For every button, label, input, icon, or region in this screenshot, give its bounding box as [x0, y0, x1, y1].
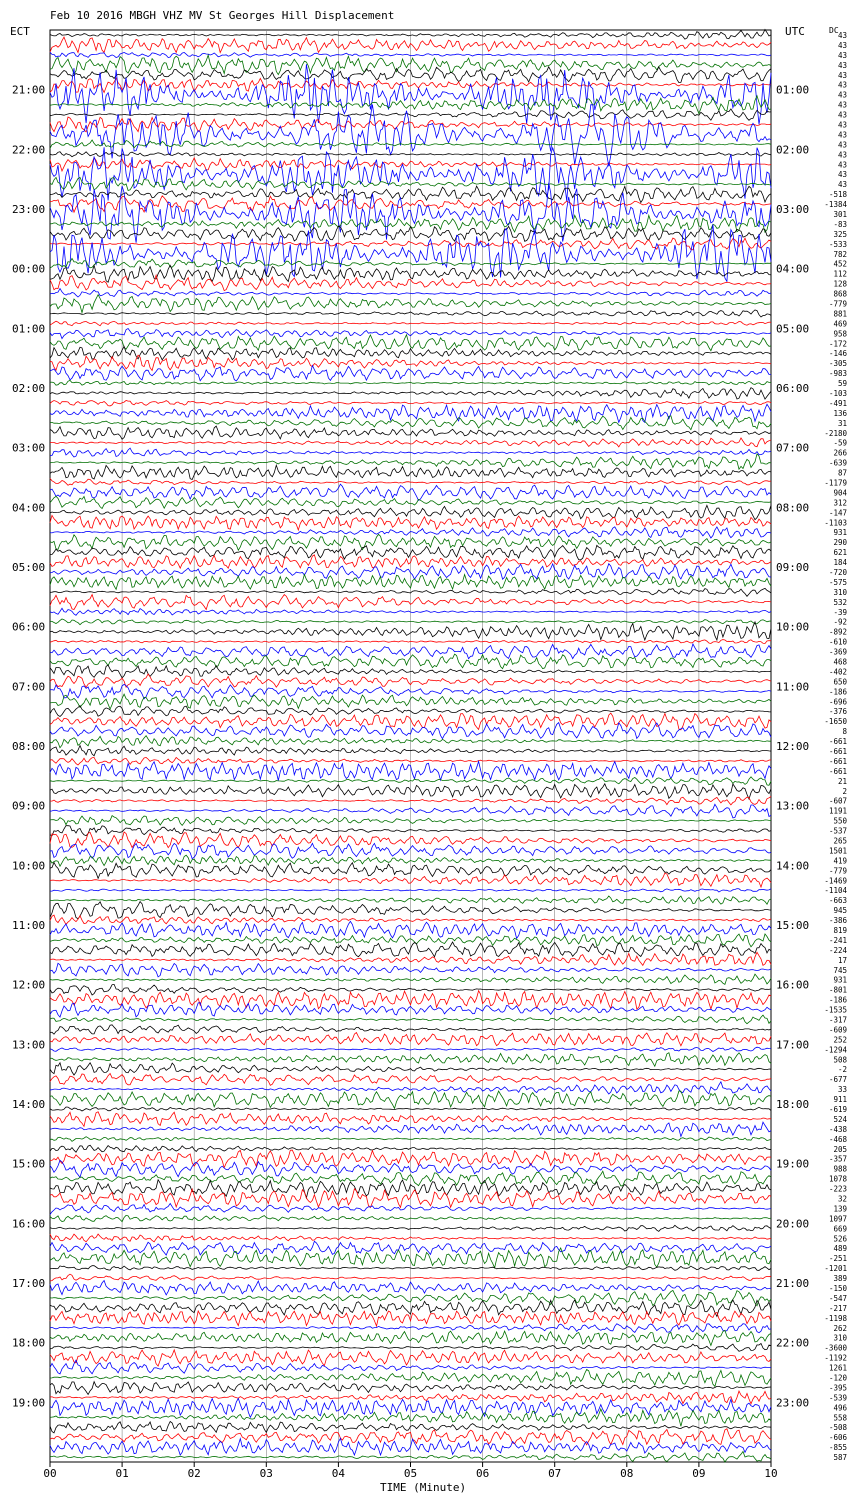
dc-offset-label: 43 — [837, 100, 847, 110]
dc-offset-label: 931 — [833, 975, 847, 985]
dc-offset-label: 389 — [833, 1274, 847, 1284]
ect-hour-label: 21:00 — [12, 83, 46, 97]
ect-hour-label: 17:00 — [12, 1277, 46, 1290]
dc-offset-label: 524 — [833, 1114, 847, 1124]
x-tick-label: 02 — [187, 1467, 201, 1480]
dc-offset-label: -59 — [833, 438, 847, 448]
utc-hour-label: 22:00 — [776, 1336, 810, 1350]
dc-offset-label: 31 — [837, 418, 847, 428]
utc-hour-label: 19:00 — [776, 1157, 810, 1171]
dc-offset-label: -376 — [828, 707, 847, 717]
dc-offset-label: 452 — [833, 259, 847, 269]
dc-offset-label: 43 — [837, 110, 847, 120]
dc-offset-label: 532 — [833, 597, 847, 607]
dc-offset-label: -892 — [828, 627, 847, 637]
dc-offset-label: 43 — [837, 140, 847, 150]
ect-hour-label: 11:00 — [12, 919, 46, 932]
dc-offset-label: -518 — [828, 190, 847, 200]
dc-offset-label: 112 — [833, 269, 847, 279]
ect-hour-label: 16:00 — [12, 1217, 46, 1231]
utc-hour-label: 18:00 — [776, 1098, 810, 1111]
dc-offset-label: -1535 — [824, 1005, 847, 1015]
dc-offset-label: 911 — [833, 1095, 847, 1105]
dc-offset-label: 587 — [833, 1453, 847, 1463]
ect-hour-label: 18:00 — [12, 1336, 46, 1350]
dc-offset-label: -223 — [828, 1184, 847, 1194]
utc-hour-label: 09:00 — [776, 561, 810, 574]
utc-hour-label: 23:00 — [776, 1396, 810, 1410]
dc-offset-label: 21 — [837, 776, 847, 786]
utc-hour-label: 10:00 — [776, 620, 810, 634]
dc-offset-label: -224 — [828, 945, 847, 955]
dc-offset-label: 1097 — [828, 1214, 847, 1224]
ect-hour-label: 01:00 — [12, 322, 46, 336]
dc-offset-label: 526 — [833, 1234, 847, 1244]
dc-offset-label: 8 — [842, 727, 847, 737]
dc-offset-label: -438 — [828, 1124, 847, 1134]
utc-hour-label: 12:00 — [776, 740, 810, 753]
utc-hour-label: 11:00 — [776, 680, 810, 694]
dc-offset-label: 489 — [833, 1244, 847, 1254]
dc-offset-label: -609 — [828, 1025, 847, 1035]
dc-offset-label: 819 — [833, 925, 847, 935]
dc-offset-label: 43 — [837, 120, 847, 130]
dc-offset-label: -661 — [828, 756, 847, 766]
dc-offset-label: -150 — [828, 1283, 847, 1293]
utc-hour-label: 17:00 — [776, 1038, 810, 1052]
dc-offset-label: -779 — [828, 299, 847, 309]
ect-hour-label: 14:00 — [12, 1098, 46, 1111]
dc-offset-label: -696 — [828, 697, 847, 707]
x-tick-label: 09 — [692, 1467, 706, 1480]
x-tick-label: 05 — [403, 1467, 418, 1480]
utc-hour-label: 20:00 — [776, 1217, 810, 1231]
dc-offset-label: -575 — [828, 577, 847, 587]
dc-offset-label: -855 — [828, 1443, 847, 1453]
utc-hour-label: 14:00 — [776, 859, 810, 873]
dc-offset-label: 310 — [833, 1333, 847, 1343]
dc-offset-label: 550 — [833, 816, 847, 826]
dc-offset-label: -663 — [828, 896, 847, 906]
ect-hour-label: 19:00 — [12, 1396, 46, 1410]
dc-offset-label: -103 — [828, 388, 847, 398]
dc-offset-label: 59 — [837, 379, 847, 389]
utc-hour-label: 16:00 — [776, 978, 810, 992]
dc-offset-label: -1650 — [824, 717, 847, 727]
dc-offset-label: 43 — [837, 40, 847, 50]
dc-offset-label: -83 — [833, 219, 847, 229]
dc-offset-label: 312 — [833, 498, 847, 508]
dc-offset-label: -186 — [828, 687, 847, 697]
ect-hour-label: 22:00 — [12, 143, 46, 157]
dc-offset-label: -1179 — [824, 478, 847, 488]
dc-offset-label: -661 — [828, 746, 847, 756]
utc-hour-label: 02:00 — [776, 143, 810, 157]
dc-offset-label: 469 — [833, 319, 847, 329]
dc-offset-label: 290 — [833, 538, 847, 548]
ect-hour-label: 06:00 — [12, 620, 46, 634]
dc-offset-label: 262 — [833, 1323, 847, 1333]
dc-offset-label: 139 — [833, 1204, 847, 1214]
x-tick-label: 03 — [259, 1467, 273, 1480]
dc-offset-label: 468 — [833, 657, 847, 667]
dc-offset-label: 43 — [837, 170, 847, 180]
ect-hour-label: 07:00 — [12, 680, 46, 694]
dc-offset-label: 782 — [833, 249, 847, 259]
dc-offset-label: 205 — [833, 1144, 847, 1154]
dc-offset-label: 325 — [833, 229, 847, 239]
dc-offset-label: 958 — [833, 329, 847, 339]
dc-offset-label: -639 — [828, 458, 847, 468]
dc-offset-label: -251 — [828, 1254, 847, 1264]
dc-offset-label: -172 — [828, 339, 847, 349]
ect-hour-label: 08:00 — [12, 740, 46, 753]
dc-offset-label: 310 — [833, 587, 847, 597]
dc-offset-label: -607 — [828, 796, 847, 806]
dc-offset-label: 87 — [837, 468, 847, 478]
dc-offset-label: 33 — [837, 1085, 847, 1095]
dc-offset-label: -491 — [828, 398, 847, 408]
dc-offset-label: 43 — [837, 180, 847, 190]
dc-offset-label: -217 — [828, 1303, 847, 1313]
x-tick-label: 01 — [115, 1467, 129, 1480]
dc-offset-label: -120 — [828, 1373, 847, 1383]
dc-offset-label: 128 — [833, 279, 847, 289]
x-tick-label: 06 — [475, 1467, 490, 1480]
dc-offset-label: 621 — [833, 548, 847, 558]
dc-offset-label: -1294 — [824, 1045, 847, 1055]
dc-offset-label: 1191 — [828, 806, 847, 816]
x-axis-label: TIME (Minute) — [380, 1481, 467, 1494]
dc-offset-label: -468 — [828, 1134, 847, 1144]
ect-hour-label: 04:00 — [12, 501, 46, 515]
utc-hour-label: 04:00 — [776, 262, 810, 276]
dc-label: DC — [829, 26, 839, 35]
dc-offset-label: -533 — [828, 239, 847, 249]
dc-offset-label: 650 — [833, 677, 847, 687]
ect-hour-label: 03:00 — [12, 441, 46, 455]
dc-offset-label: 881 — [833, 309, 847, 319]
dc-offset-label: -610 — [828, 637, 847, 647]
right-axis-label: UTC — [785, 25, 805, 38]
ect-hour-label: 00:00 — [12, 262, 46, 276]
x-tick-label: 08 — [620, 1467, 634, 1480]
dc-offset-label: 43 — [837, 50, 847, 60]
utc-hour-label: 05:00 — [776, 322, 810, 336]
dc-offset-label: 1261 — [828, 1363, 847, 1373]
dc-offset-label: 301 — [833, 209, 847, 219]
dc-offset-label: -395 — [828, 1383, 847, 1393]
x-tick-label: 04 — [331, 1467, 346, 1480]
dc-offset-label: -661 — [828, 766, 847, 776]
x-tick-label: 07 — [548, 1467, 562, 1480]
dc-offset-label: 1501 — [828, 846, 847, 856]
dc-offset-label: 265 — [833, 836, 847, 846]
dc-offset-label: -186 — [828, 995, 847, 1005]
left-axis-label: ECT — [10, 25, 30, 38]
dc-offset-label: -241 — [828, 935, 847, 945]
chart-title: Feb 10 2016 MBGH VHZ MV St Georges Hill Displacement — [50, 9, 395, 22]
dc-offset-label: -508 — [828, 1423, 847, 1433]
dc-offset-label: 266 — [833, 448, 847, 458]
ect-hour-label: 12:00 — [12, 978, 46, 992]
dc-offset-label: -317 — [828, 1015, 847, 1025]
utc-hour-label: 03:00 — [776, 203, 810, 216]
dc-offset-label: 1078 — [828, 1174, 847, 1184]
dc-offset-label: 868 — [833, 289, 847, 299]
ect-hour-label: 15:00 — [12, 1157, 46, 1171]
dc-offset-label: 43 — [837, 80, 847, 90]
dc-offset-label: -1384 — [824, 200, 847, 210]
dc-offset-label: -1469 — [824, 876, 847, 886]
ect-hour-label: 09:00 — [12, 799, 46, 813]
dc-offset-label: -606 — [828, 1433, 847, 1443]
ect-hour-label: 23:00 — [12, 203, 46, 216]
ect-hour-label: 02:00 — [12, 382, 46, 395]
dc-offset-label: 32 — [837, 1194, 847, 1204]
dc-offset-label: 745 — [833, 965, 847, 975]
utc-hour-label: 13:00 — [776, 799, 810, 813]
dc-offset-label: 496 — [833, 1403, 847, 1413]
utc-hour-label: 06:00 — [776, 382, 810, 395]
ect-hour-label: 05:00 — [12, 561, 46, 574]
utc-hour-label: 08:00 — [776, 501, 810, 515]
ect-hour-label: 13:00 — [12, 1038, 46, 1052]
dc-offset-label: -547 — [828, 1293, 847, 1303]
dc-offset-label: 2 — [842, 786, 847, 796]
dc-offset-label: -1198 — [824, 1313, 847, 1323]
dc-offset-label: 43 — [837, 150, 847, 160]
dc-offset-label: -661 — [828, 737, 847, 747]
dc-offset-label: -1104 — [824, 886, 847, 896]
dc-offset-label: 43 — [837, 90, 847, 100]
dc-offset-label: -3600 — [824, 1343, 847, 1353]
dc-offset-label: -386 — [828, 916, 847, 926]
dc-offset-label: 945 — [833, 906, 847, 916]
utc-hour-label: 07:00 — [776, 441, 810, 455]
dc-offset-label: -677 — [828, 1075, 847, 1085]
dc-offset-label: 136 — [833, 408, 847, 418]
dc-offset-label: 43 — [837, 70, 847, 80]
x-tick-label: 00 — [43, 1467, 57, 1480]
dc-offset-label: -369 — [828, 647, 847, 657]
dc-offset-label: 931 — [833, 528, 847, 538]
dc-offset-label: -92 — [833, 617, 847, 627]
dc-offset-label: 419 — [833, 856, 847, 866]
dc-offset-label: -720 — [828, 567, 847, 577]
utc-hour-label: 15:00 — [776, 919, 810, 932]
dc-offset-label: -539 — [828, 1393, 847, 1403]
dc-offset-label: -1103 — [824, 518, 847, 528]
dc-offset-label: 43 — [837, 60, 847, 70]
dc-offset-label: 43 — [837, 130, 847, 140]
dc-offset-label: -357 — [828, 1154, 847, 1164]
dc-offset-label: 43 — [837, 160, 847, 170]
dc-offset-label: -801 — [828, 985, 847, 995]
dc-offset-label: -779 — [828, 866, 847, 876]
dc-offset-label: 558 — [833, 1413, 847, 1423]
dc-offset-label: -146 — [828, 349, 847, 359]
dc-offset-label: -983 — [828, 369, 847, 379]
dc-offset-label: -2180 — [824, 428, 847, 438]
dc-offset-label: -537 — [828, 826, 847, 836]
utc-hour-label: 21:00 — [776, 1277, 810, 1290]
dc-offset-label: 43 — [837, 30, 847, 40]
dc-offset-label: -2 — [837, 1065, 847, 1075]
dc-offset-label: 17 — [837, 955, 847, 965]
dc-offset-label: -147 — [828, 508, 847, 518]
dc-offset-label: 669 — [833, 1224, 847, 1234]
dc-offset-label: 988 — [833, 1164, 847, 1174]
ect-hour-label: 10:00 — [12, 859, 46, 873]
utc-hour-label: 01:00 — [776, 83, 810, 97]
dc-offset-label: -402 — [828, 667, 847, 677]
dc-offset-label: 508 — [833, 1055, 847, 1065]
dc-offset-label: 184 — [833, 558, 847, 568]
dc-offset-label: -1192 — [824, 1353, 847, 1363]
dc-offset-label: -305 — [828, 359, 847, 369]
dc-offset-label: -619 — [828, 1104, 847, 1114]
dc-offset-label: 904 — [833, 488, 847, 498]
x-tick-label: 10 — [764, 1467, 778, 1480]
dc-offset-label: -1201 — [824, 1264, 847, 1274]
dc-offset-label: 252 — [833, 1035, 847, 1045]
dc-offset-label: -39 — [833, 607, 847, 617]
